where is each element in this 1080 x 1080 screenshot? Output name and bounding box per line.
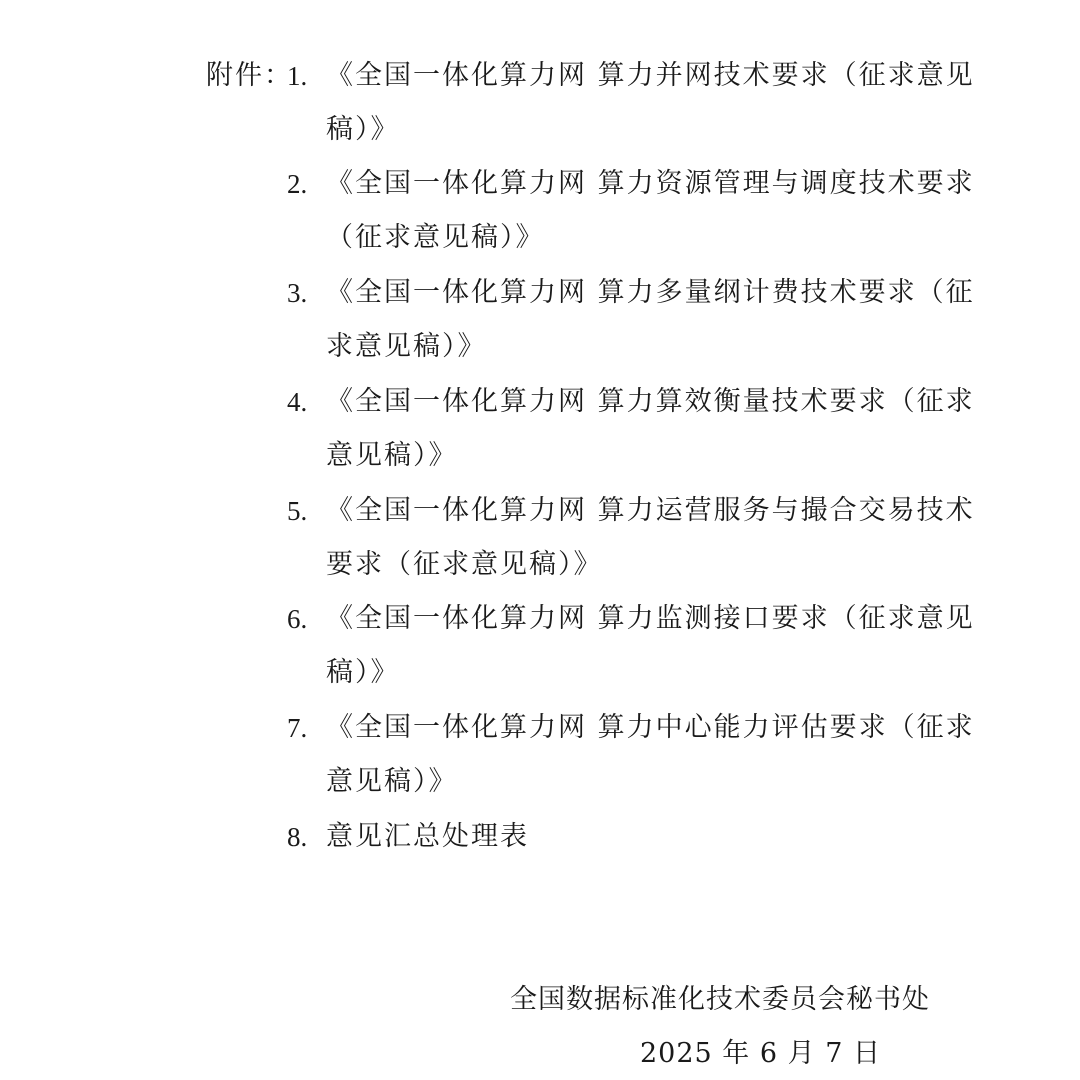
attachment-number: 1. — [287, 61, 308, 91]
attachment-title-line2: 要求（征求意见稿）》 — [326, 549, 603, 580]
attachment-title-line2: （征求意见稿）》 — [326, 222, 545, 253]
attachment-title-line2: 求意见稿）》 — [326, 331, 487, 362]
issue-date: 2025 年 6 月 7 日 — [640, 1038, 881, 1069]
attachment-number: 5. — [287, 496, 308, 526]
attachment-title-line2: 稿）》 — [326, 657, 400, 688]
attachment-number: 4. — [287, 387, 308, 417]
attachment-title-line1: 意见汇总处理表 — [326, 821, 529, 852]
attachment-title-line1: 《全国一体化算力网 算力中心能力评估要求（征求 — [326, 712, 975, 743]
attachment-title-line2: 稿）》 — [326, 114, 400, 145]
attachment-number: 2. — [287, 169, 308, 199]
attachment-title-line1: 《全国一体化算力网 算力资源管理与调度技术要求 — [326, 168, 975, 199]
attachment-title-line2: 意见稿）》 — [326, 440, 458, 471]
attachment-title-line1: 《全国一体化算力网 算力监测接口要求（征求意见 — [326, 603, 975, 634]
attachments-label: 附件： — [206, 60, 293, 91]
attachment-number: 8. — [287, 822, 308, 852]
attachment-number: 6. — [287, 604, 308, 634]
attachment-title-line1: 《全国一体化算力网 算力并网技术要求（征求意见 — [326, 60, 975, 91]
attachment-title-line1: 《全国一体化算力网 算力多量纲计费技术要求（征 — [326, 277, 975, 308]
attachment-number: 3. — [287, 278, 308, 308]
attachment-title-line1: 《全国一体化算力网 算力运营服务与撮合交易技术 — [326, 495, 975, 526]
attachment-title-line2: 意见稿）》 — [326, 766, 458, 797]
attachment-title-line1: 《全国一体化算力网 算力算效衡量技术要求（征求 — [326, 386, 975, 417]
attachment-number: 7. — [287, 713, 308, 743]
issuing-organization: 全国数据标准化技术委员会秘书处 — [510, 984, 930, 1015]
